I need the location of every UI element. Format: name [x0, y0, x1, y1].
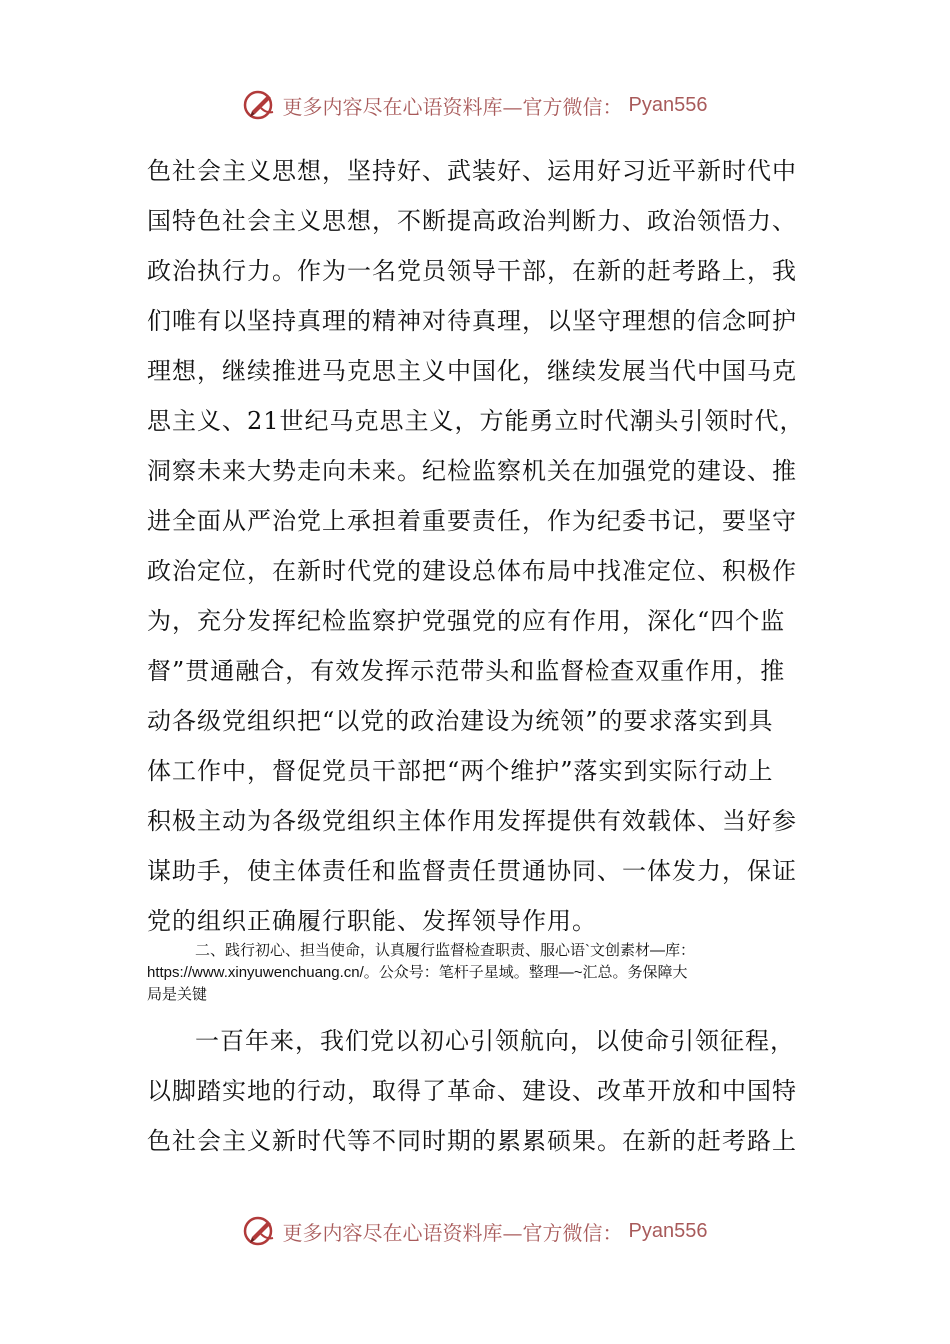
watermark-text: 更多内容尽在心语资料库—官方微信：: [282, 94, 623, 119]
text-line: 国特色社会主义思想，不断提高政治判断力、政治领悟力、: [147, 207, 797, 235]
text-line: 积极主动为各级党组织主体作用发挥提供有效载体、当好参: [147, 807, 797, 835]
text-line: 政治定位，在新时代党的建设总体布局中找准定位、积极作: [147, 557, 797, 585]
text-line: 一百年来，我们党以初心引领航向，以使命引领征程，: [195, 1027, 795, 1055]
watermark-text: 更多内容尽在心语资料库—官方微信：: [282, 1220, 623, 1245]
text-line: 色社会主义新时代等不同时期的累累硕果。在新的赶考路上: [147, 1127, 797, 1155]
text-line: 以脚踏实地的行动，取得了革命、建设、改革开放和中国特: [147, 1077, 797, 1105]
heading-line: 局是关键: [147, 986, 208, 1003]
text-line: 谋助手，使主体责任和监督责任贯通协同、一体发力，保证: [147, 857, 797, 885]
text-line: 体工作中，督促党员干部把“两个维护”落实到实际行动上: [147, 757, 774, 785]
watermark-id: Pyan556: [628, 1219, 708, 1242]
text-line: 洞察未来大势走向未来。纪检监察机关在加强党的建设、推: [147, 457, 797, 485]
text-line: 色社会主义思想，坚持好、武装好、运用好习近平新时代中: [147, 157, 797, 185]
text-line: 理想，继续推进马克思主义中国化，继续发展当代中国马克: [147, 357, 797, 385]
header-watermark: [0, 80, 950, 130]
body-paragraph-2: [147, 1016, 827, 1166]
text-line: 为，充分发挥纪检监察护党强党的应有作用，深化“四个监: [147, 607, 786, 635]
text-line: 们唯有以坚持真理的精神对待真理，以坚守理想的信念呵护: [147, 307, 797, 335]
body-paragraph-1: [147, 146, 827, 946]
pen-logo-icon: [243, 88, 277, 122]
text-line: 进全面从严治党上承担着重要责任，作为纪委书记，要坚守: [147, 507, 797, 535]
text-line: 党的组织正确履行职能、发挥领导作用。: [147, 907, 597, 935]
text-line: 思主义、21世纪马克思主义，方能勇立时代潮头引领时代，: [147, 407, 805, 435]
text-line: 政治执行力。作为一名党员领导干部，在新的赶考路上，我: [147, 257, 797, 285]
watermark-id: Pyan556: [628, 93, 708, 116]
heading-line: https://www.xinyuwenchuang.cn/。公众号：笔杆子星域。整理—~汇总。务保障大: [147, 964, 688, 981]
section-heading: [147, 940, 819, 1006]
text-line: 动各级党组织把“以党的政治建设为统领”的要求落实到具: [147, 707, 774, 735]
footer-watermark: [0, 1206, 950, 1256]
heading-line: 二、践行初心、担当使命，认真履行监督检查职责、服心语`文创素材—库：: [195, 942, 695, 959]
pen-logo-icon: [243, 1214, 277, 1248]
text-line: 督”贯通融合，有效发挥示范带头和监督检查双重作用，推: [147, 657, 786, 685]
